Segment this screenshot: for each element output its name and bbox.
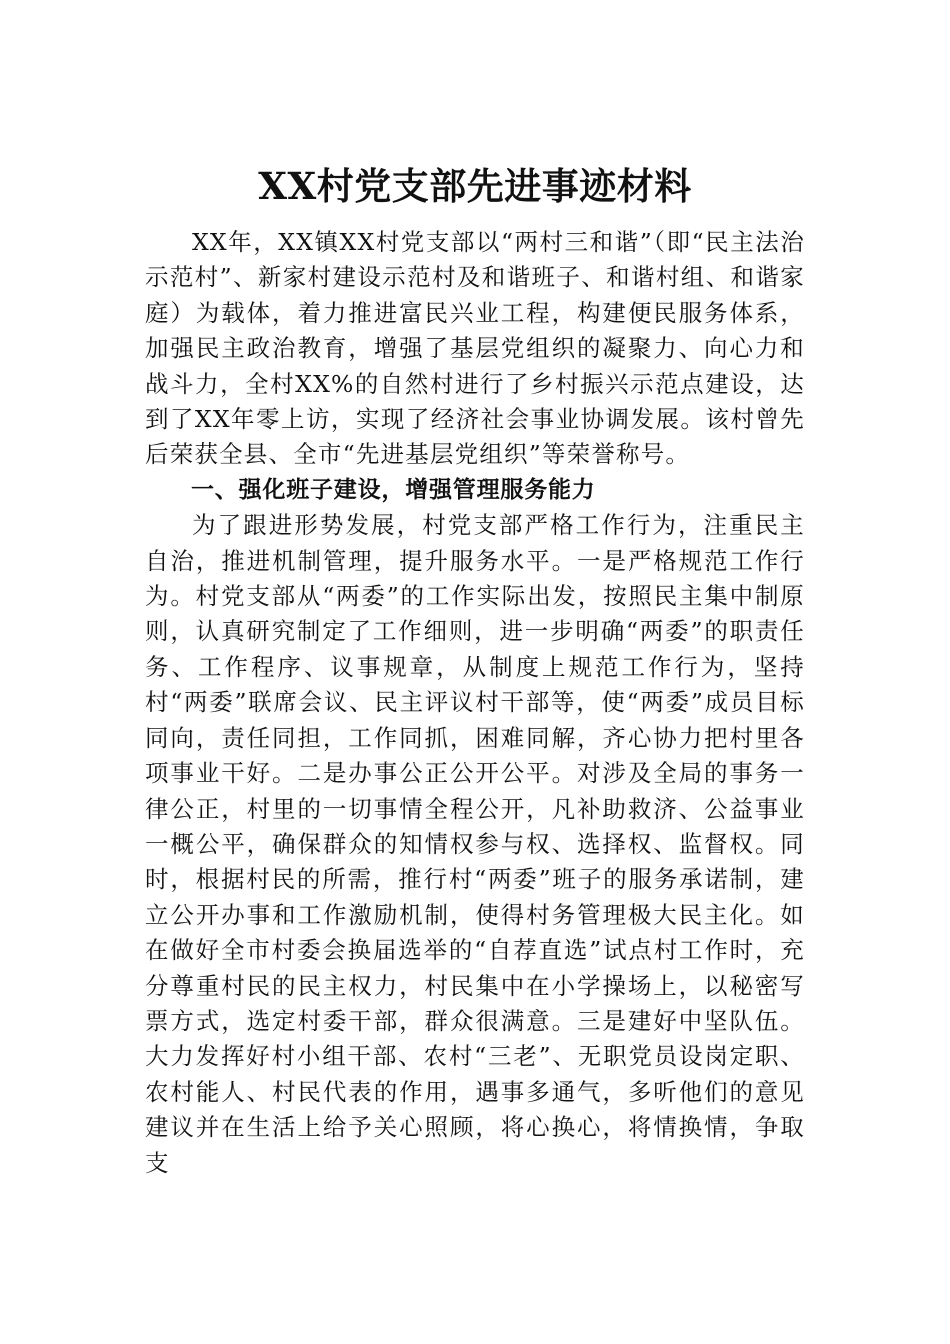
intro-paragraph: XX年，XX镇XX村党支部以“两村三和谐”（即“民主法治示范村”、新家村建设示范村及和谐班子、和谐村组、和谐家庭）为载体，着力推进富民兴业工程，构建便民服务体系，加强民主政治教育，增强了基层党组织的凝聚力、向心力和战斗力，全村XX%的自然村进行了乡村振兴示范点建设，达到了XX年零上访，实现了经济社会事业协调发展。该村曾先后荣获全县、全市“先进基层党组织”等荣誉称号。 — [145, 228, 805, 469]
document-body — [145, 225, 805, 1181]
document-title: XX村党支部先进事迹材料 — [258, 164, 692, 208]
section-paragraph: 为了跟进形势发展，村党支部严格工作行为，注重民主自治，推进机制管理，提升服务水平。一是严格规范工作行为。村党支部从“两委”的工作实际出发，按照民主集中制原则，认真研究制定了工作细则，进一步明确“两委”的职责任务、工作程序、议事规章，从制度上规范工作行为，坚持村“两委”联席会议、民主评议村干部等，使“两委”成员目标同向，责任同担，工作同抓，困难同解，齐心协力把村里各项事业干好。二是办事公正公开公平。对涉及全局的事务一律公正，村里的一切事情全程公开，凡补助救济、公益事业一概公平，确保群众的知情权参与权、选择权、监督权。同时，根据村民的所需，推行村“两委”班子的服务承诺制，建立公开办事和工作激励机制，使得村务管理极大民主化。如在做好全市村委会换届选举的“自荐直选”试点村工作时，充分尊重村民的民主权力，村民集中在小学操场上，以秘密写票方式，选定村委干部，群众很满意。三是建好中坚队伍。大力发挥好村小组干部、农村“三老”、无职党员设岗定职、农村能人、村民代表的作用，遇事多通气，多听他们的意见建议并在生活上给予关心照顾，将心换心，将情换情，争取支 — [145, 511, 805, 1177]
section-heading: 一、强化班子建设，增强管理服务能力 — [191, 476, 596, 503]
